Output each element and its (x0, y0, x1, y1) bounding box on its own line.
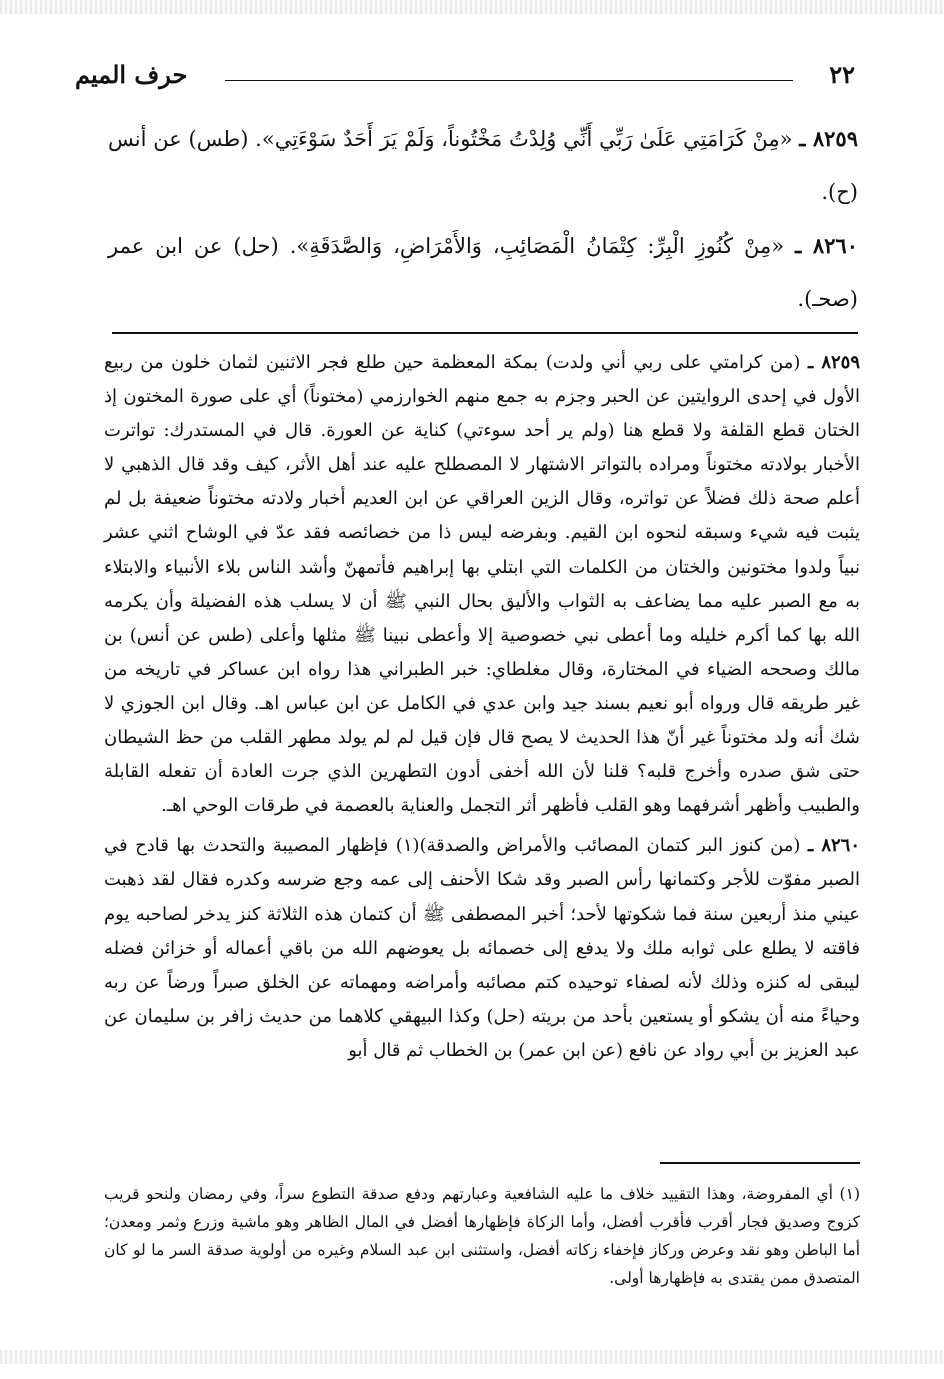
scan-noise-top (0, 0, 944, 14)
footnote-divider (660, 1162, 860, 1164)
hadith-number: ٨٢٥٩ ـ (799, 126, 858, 151)
commentary-number: ٨٢٥٩ ـ (807, 352, 861, 373)
commentary-text: (من كنوز البر كتمان المصائب والأمراض والصدقة)(١) فإظهار المصيبة والتحدث بها قادح في الصبر مفوّت للأجر وكتمانها رأس الصبر وقد شكا الأحنف إلى عمه وجع ضرسه وكدره فقال لقد ذهبت عيني منذ أربعين سنة فما شكوتها لأحد؛ أخبر المصطفى ﷺ أن كتمان هذه الثلاثة كنز يدخر لصاحبه يوم فاقته لا يطلع على ثوابه ملك ولا يدفع إلى خصمائه بل يعوضهم الله من باقي أعماله أو خزائن فضله ليبقى له كنزه وذلك لأنه لصفاء توحيده كتم مصائبه وأمراضه ومهماته عن الخلق صبراً ورضاً عن ربه وحياءً منه أن يشكو أو يستعين بأحد من بريته (حل) وكذا البيهقي كلاهما من حديث زافر بن سليمان عن عبد العزيز بن أبي رواد عن نافع (عن ابن عمر) بن الخطاب ثم قال أبو (104, 835, 860, 1061)
text-commentary-divider (112, 332, 858, 334)
scan-noise-bottom (0, 1350, 944, 1364)
hadith-number: ٨٢٦٠ ـ (795, 233, 858, 258)
footnotes (104, 1180, 860, 1292)
commentary-text: (من كرامتي على ربي أني ولدت) بمكة المعظمة حين طلع فجر الاثنين لثمان خلون من ربيع الأول في إحدى الروايتين عن الحبر وجزم به جمع منهم الخوارزمي (مختوناً) أي على صورة المختون إذ الختان قطع القلفة ولا قطع هنا (ولم ير أحد سوءتي) كناية عن العورة. قال في المستدرك: تواترت الأخبار بولادته مختوناً ومراده بالتواتر الاشتهار لا المصطلح عليه عند أهل الأثر، كيف وقد قال الذهبي لا أعلم صحة ذلك فضلاً عن تواتره، وقال الزين العراقي عن ابن العديم أخبار ولادته مختوناً ضعيفة بل لم يثبت فيه شيء وسبقه لنحوه ابن القيم. وبفرضه ليس ذا من خصائصه فقد عدّ في الوشاح اثني عشر نبياً ولدوا مختونين والختان من الكلمات التي ابتلي بها إبراهيم فأتمهنّ وأشد الناس بلاء الأنبياء والابتلاء به مع الصبر عليه مما يضاعف به الثواب والأليق بحال النبي ﷺ أن لا يسلب هذه الفضيلة وأن يكرمه الله بها كما أكرم خليله وما أعطى نبي خصوصية إلا وأعطى نبينا ﷺ مثلها وأعلى (طس عن أنس) بن مالك وصححه الضياء في المختارة، وقال مغلطاي: خبر الطبراني هذا رواه ابن عساكر في تاريخه من غير طريقه قال ورواه أبو نعيم بسند جيد وابن عدي في الكامل عن ابن عباس اهـ. وقال ابن الجوزي لا شك أنه ولد مختوناً غير أنّ هذا الحديث لا يصح قال فإن قيل لم لم يولد مطهر القلب من حظ الشيطان حتى شق صدره وأخرج قلبه؟ قلنا لأن الله أخفى أدون التطهرين الذي جرت العادة أن تفعله القابلة والطبيب وأظهر أشرفهما وهو القلب فأظهر أثر التجمل والعناية بالعصمة في طرقات الوحي اهـ. (104, 352, 860, 817)
hadith-texts (108, 112, 858, 326)
commentary-8260 (104, 829, 860, 1068)
footnote-1: (١) أي المفروضة، وهذا التقييد خلاف ما عليه الشافعية وعبارتهم ودفع صدقة التطوع سراً، وفي رمضان ولنحو قريب كزوج وصديق فجار أقرب فأقرب أفضل، وأما الزكاة فإظهارها أفضل في المال الظاهر وهو ماشية وزرع وثمر ومعدن؛ أما الباطن وهو نقد وعرض وركاز فإخفاء زكاته أفضل، واستثنى ابن عبد السلام وغيره من أولوية صدقة السر ما لو كان المتصدق ممن يقتدى به فإظهارها أولى. (104, 1185, 860, 1287)
page-header (75, 60, 855, 94)
commentary-number: ٨٢٦٠ ـ (807, 835, 860, 857)
commentary-8259 (104, 346, 860, 823)
header-rule (225, 80, 793, 81)
hadith-text: «مِنْ كُنُوزِ الْبِرِّ: كِتْمَانُ الْمَصَائِبِ، وَالأَمْرَاضِ، وَالصَّدَقَةِ». (حل) عن ابن عمر (صحـ). (108, 234, 858, 311)
running-title: حرف الميم (75, 60, 188, 89)
hadith-8259 (108, 112, 858, 219)
commentary (104, 346, 860, 1068)
hadith-8260 (108, 219, 858, 326)
page-number: ٢٢ (829, 60, 855, 89)
hadith-text: «مِنْ كَرَامَتِي عَلَىٰ رَبِّي أَنِّي وُلِدْتُ مَخْتُوناً، وَلَمْ يَرَ أَحَدٌ سَوْءَتِي». (طس) عن أنس (ح). (108, 127, 858, 204)
